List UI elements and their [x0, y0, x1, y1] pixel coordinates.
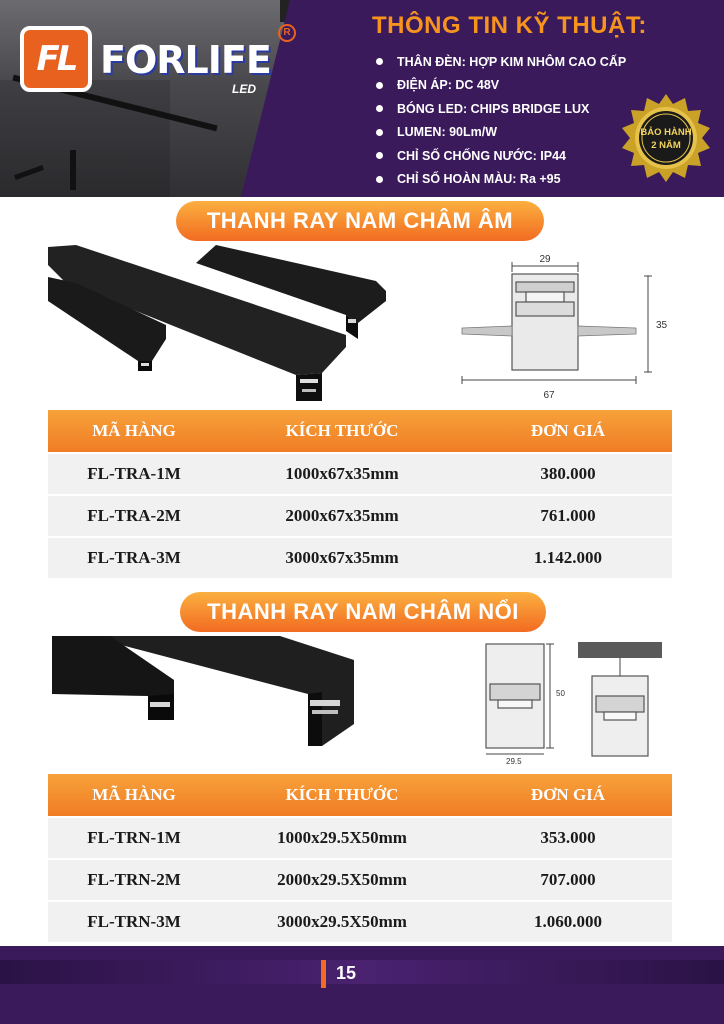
col-price-header: ĐƠN GIÁ — [530, 421, 606, 440]
table-row — [48, 536, 672, 578]
spec-item: CHỈ SỐ CHỐNG NƯỚC: IP44 — [376, 144, 626, 168]
cell-price: 707.000 — [540, 870, 596, 889]
table-row — [48, 816, 672, 858]
cell-size: 3000x67x35mm — [285, 548, 399, 567]
dim-height-2: 50 — [556, 689, 565, 698]
cell-price: 353.000 — [540, 828, 596, 847]
cell-code: FL-TRA-1M — [87, 464, 181, 483]
bullet-icon — [376, 176, 383, 183]
cell-price: 761.000 — [540, 506, 596, 525]
spec-list — [376, 50, 626, 191]
cell-code: FL-TRA-2M — [87, 506, 181, 525]
surface-profile-diagram — [474, 640, 666, 768]
bullet-icon — [376, 105, 383, 112]
cell-size: 1000x29.5X50mm — [277, 828, 407, 847]
section1-title: THANH RAY NAM CHÂM ÂM — [176, 201, 544, 241]
col-code-header: MÃ HÀNG — [92, 421, 176, 440]
cell-code: FL-TRN-2M — [87, 870, 181, 889]
spec-item: BÓNG LED: CHIPS BRIDGE LUX — [376, 97, 626, 121]
cell-size: 1000x67x35mm — [285, 464, 399, 483]
page-number: 15 — [336, 963, 357, 983]
table-row — [48, 900, 672, 942]
table-header — [48, 774, 672, 816]
cell-code: FL-TRA-3M — [87, 548, 181, 567]
recessed-track-image — [46, 243, 386, 405]
registered-mark: R — [278, 24, 296, 42]
cell-code: FL-TRN-3M — [87, 912, 181, 931]
bullet-icon — [376, 129, 383, 136]
cell-price: 1.142.000 — [534, 548, 602, 567]
spec-item: THÂN ĐÈN: HỢP KIM NHÔM CAO CẤP — [376, 50, 626, 74]
col-price-header: ĐƠN GIÁ — [530, 785, 606, 804]
cell-code: FL-TRN-1M — [87, 828, 181, 847]
page-number-bar — [321, 960, 326, 988]
col-code-header: MÃ HÀNG — [92, 785, 176, 804]
brand-logo — [20, 26, 290, 96]
spec-title: THÔNG TIN KỸ THUẬT: — [372, 12, 647, 39]
bullet-icon — [376, 82, 383, 89]
warranty-line1: BẢO HÀNH — [640, 127, 692, 138]
footer — [0, 946, 724, 1024]
section2-price-table — [48, 774, 672, 942]
cell-price: 1.060.000 — [534, 912, 602, 931]
dim-width-2: 29.5 — [506, 757, 522, 766]
brand-name: FORLIFE — [100, 38, 271, 82]
cell-size: 2000x29.5X50mm — [277, 870, 407, 889]
logo-badge — [20, 26, 92, 92]
header-banner — [0, 0, 724, 197]
spec-item: ĐIỆN ÁP: DC 48V — [376, 74, 626, 98]
col-size-header: KÍCH THƯỚC — [285, 421, 399, 440]
section1-price-table — [48, 410, 672, 578]
bullet-icon — [376, 152, 383, 159]
logo-letters: FL — [36, 39, 76, 79]
table-row — [48, 494, 672, 536]
cell-size: 3000x29.5X50mm — [277, 912, 407, 931]
dim-width-bottom: 67 — [543, 390, 555, 401]
spec-item: CHỈ SỐ HOÀN MÀU: Ra +95 — [376, 168, 626, 192]
table-row — [48, 858, 672, 900]
warranty-line2: 2 NĂM — [651, 140, 681, 151]
cell-price: 380.000 — [540, 464, 596, 483]
dim-width-top: 29 — [539, 254, 551, 265]
cell-size: 2000x67x35mm — [285, 506, 399, 525]
warranty-seal — [618, 92, 714, 188]
bullet-icon — [376, 58, 383, 65]
spec-item: LUMEN: 90Lm/W — [376, 121, 626, 145]
dim-height: 35 — [656, 320, 668, 331]
recessed-profile-diagram — [456, 252, 668, 404]
surface-track-image — [50, 634, 358, 752]
table-row — [48, 452, 672, 494]
brand-sub: LED — [232, 82, 256, 96]
section2-title: THANH RAY NAM CHÂM NỔI — [180, 592, 546, 632]
col-size-header: KÍCH THƯỚC — [285, 785, 399, 804]
table-header — [48, 410, 672, 452]
